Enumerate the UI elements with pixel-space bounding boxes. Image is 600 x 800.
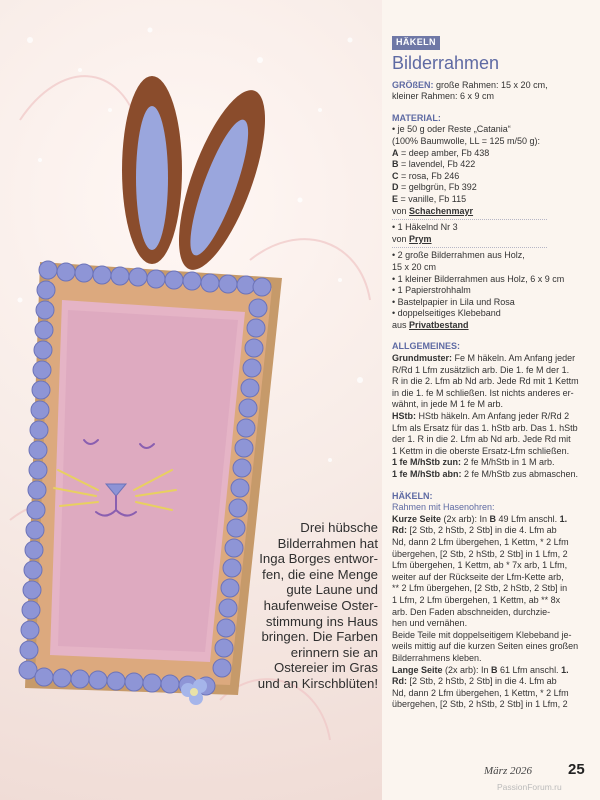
sizes-line-2: kleiner Rahmen: 6 x 9 cm <box>392 91 495 102</box>
rabbit-ears <box>122 76 283 280</box>
general-line: in die 1. fe M schließen. Ist nichts anderes er- <box>392 387 574 398</box>
color-line: A = deep amber, Fb 438 <box>392 147 490 158</box>
caption-line: haufenweise Oster- <box>263 597 378 613</box>
general-line: R/Rd 1 Lfm zusätzlich arb. Die 1. fe M der 1. <box>392 364 570 375</box>
crochet-line: 1 Lfm, 2 Lfm übergehen, 1 Kettm, ab ** 8x <box>392 594 561 605</box>
crochet-line: Rd: [2 Stb, 2 hStb, 2 Stb] in die 4. Lfm ab <box>392 525 557 536</box>
material-item: • 1 Papierstrohhalm <box>392 285 592 297</box>
caption-line: gute Laune und <box>286 582 378 598</box>
caption-line: bringen. Die Farben <box>261 629 378 645</box>
material-item: • Bastelpapier in Lila und Rosa <box>392 297 592 309</box>
supplier-line: von Schachenmayr <box>392 205 474 216</box>
sizes-label: GRÖßEN: <box>392 79 434 90</box>
color-line: C = rosa, Fb 246 <box>392 170 460 181</box>
hook-line: • 1 Häkelnd Nr 3 <box>392 222 592 234</box>
crochet-line: hen und vernähen. <box>392 618 468 629</box>
sizes-line-1 <box>392 80 592 92</box>
general-line: Grundmuster: Fe M häkeln. Am Anfang jeder <box>392 353 576 364</box>
crochet-line: arb. Den Faden abschneiden, durchzie- <box>392 606 551 617</box>
supplier-line: aus Privatbestand <box>392 319 469 330</box>
crochet-label: HÄKELN: <box>392 490 433 501</box>
sizes-text: große Rahmen: 15 x 20 cm, <box>436 79 548 90</box>
supplier-line: von Prym <box>392 233 432 244</box>
general-line: Lfm als Ersatz für das 1. hStb arb. Das 1. hStb <box>392 422 578 433</box>
caption-line: stimmung ins Haus <box>265 613 378 629</box>
caption-line: erinnern sie an <box>290 644 378 660</box>
crochet-line: weils mittig auf die kurzen Seiten eines großen <box>392 641 579 652</box>
color-line: E = vanille, Fb 115 <box>392 193 467 204</box>
general-line: 1 fe M/hStb abn: 2 fe M/hStb zus abmaschen. <box>392 469 579 479</box>
crochet-subtitle: Rahmen mit Hasenohren: <box>392 502 495 513</box>
crochet-line: Bilderrahmens kleben. <box>392 652 482 663</box>
crochet-line: übergehen, [2 Stb, 2 hStb, 2 Stb] in 1 Lfm, 2 <box>392 548 568 559</box>
material-item: • doppelseitiges Klebeband <box>392 308 592 320</box>
yarn-line: (100% Baumwolle, LL = 125 m/50 g): <box>392 135 540 146</box>
material-item: 15 x 20 cm <box>392 261 437 272</box>
general-line: R in die 2. Lfm ab Nd arb. Jede Rd mit 1 Kettm <box>392 376 579 387</box>
caption-line: Inga Borges entwor- <box>259 551 378 567</box>
photo-caption <box>228 520 378 692</box>
caption-line: Ostereier im Gras <box>273 660 378 676</box>
crochet-line: Lfm übergehen, 1 Kettm, ab * 7x arb, 1 Lfm, <box>392 560 568 571</box>
caption-line: und an Kirschblüten! <box>257 675 378 691</box>
crochet-line: Kurze Seite (2x arb): In B 49 Lfm anschl. 1. <box>392 513 568 524</box>
crochet-line: weiter auf der Rückseite der Lfm-Kette arb, <box>392 571 564 582</box>
crochet-line: Nd, dann 2 Lfm übergehen, 1 Kettm, * 2 Lfm <box>392 687 569 698</box>
caption-line: Bilderrahmen hat <box>277 535 378 551</box>
material-item: • 2 große Bilderrahmen aus Holz, <box>392 250 592 262</box>
watermark: PassionForum.ru <box>497 782 562 792</box>
material-item: • 1 kleiner Bilderrahmen aus Holz, 6 x 9 cm <box>392 274 592 286</box>
crochet-line: Lange Seite (2x arb): In B 61 Lfm anschl. 1. <box>392 664 569 675</box>
general-line: der 1. R in die 2. Lfm ab Nd arb. Jede Rd mit <box>392 434 571 445</box>
color-line: B = lavendel, Fb 422 <box>392 159 476 170</box>
general-line: 1 fe M/hStb zun: 2 fe M/hStb in 1 M arb. <box>392 457 555 468</box>
yarn-line: • je 50 g oder Reste „Catania“ <box>392 124 511 135</box>
crochet-line: übergehen, [2 Stb, 2 hStb, 2 Stb] in 1 Lfm, 2 <box>392 699 568 710</box>
general-line: wähnt, in jede M 1 fe M arb. <box>392 399 504 410</box>
crochet-line: Beide Teile mit doppelseitigem Klebeband je- <box>392 629 572 640</box>
crochet-line: Nd, dann 2 Lfm übergehen, 1 Kettm, * 2 Lfm <box>392 536 569 547</box>
material-label: MATERIAL: <box>392 112 441 123</box>
crochet-line: ** 2 Lfm übergehen, [2 Stb, 2 hStb, 2 Stb] in <box>392 583 568 594</box>
page-number: 25 <box>568 761 585 778</box>
color-line: D = gelbgrün, Fb 392 <box>392 182 477 193</box>
caption-line: fen, die eine Menge <box>262 566 378 582</box>
crochet-line: Rd: [2 Stb, 2 hStb, 2 Stb] in die 4. Lfm ab <box>392 676 557 687</box>
instructions-column <box>392 36 592 711</box>
issue-date: März 2026 <box>484 765 532 777</box>
caption-line: Drei hübsche <box>300 520 378 535</box>
general-line: HStb: HStb häkeln. Am Anfang jeder R/Rd 2 <box>392 411 570 422</box>
general-label: ALLGEMEINES: <box>392 341 461 352</box>
section-tag: HÄKELN <box>392 36 440 50</box>
page-title: Bilderrahmen <box>392 52 500 73</box>
general-line: 1 Kettm in die oberste Ersatz-Lfm schließen. <box>392 445 570 456</box>
